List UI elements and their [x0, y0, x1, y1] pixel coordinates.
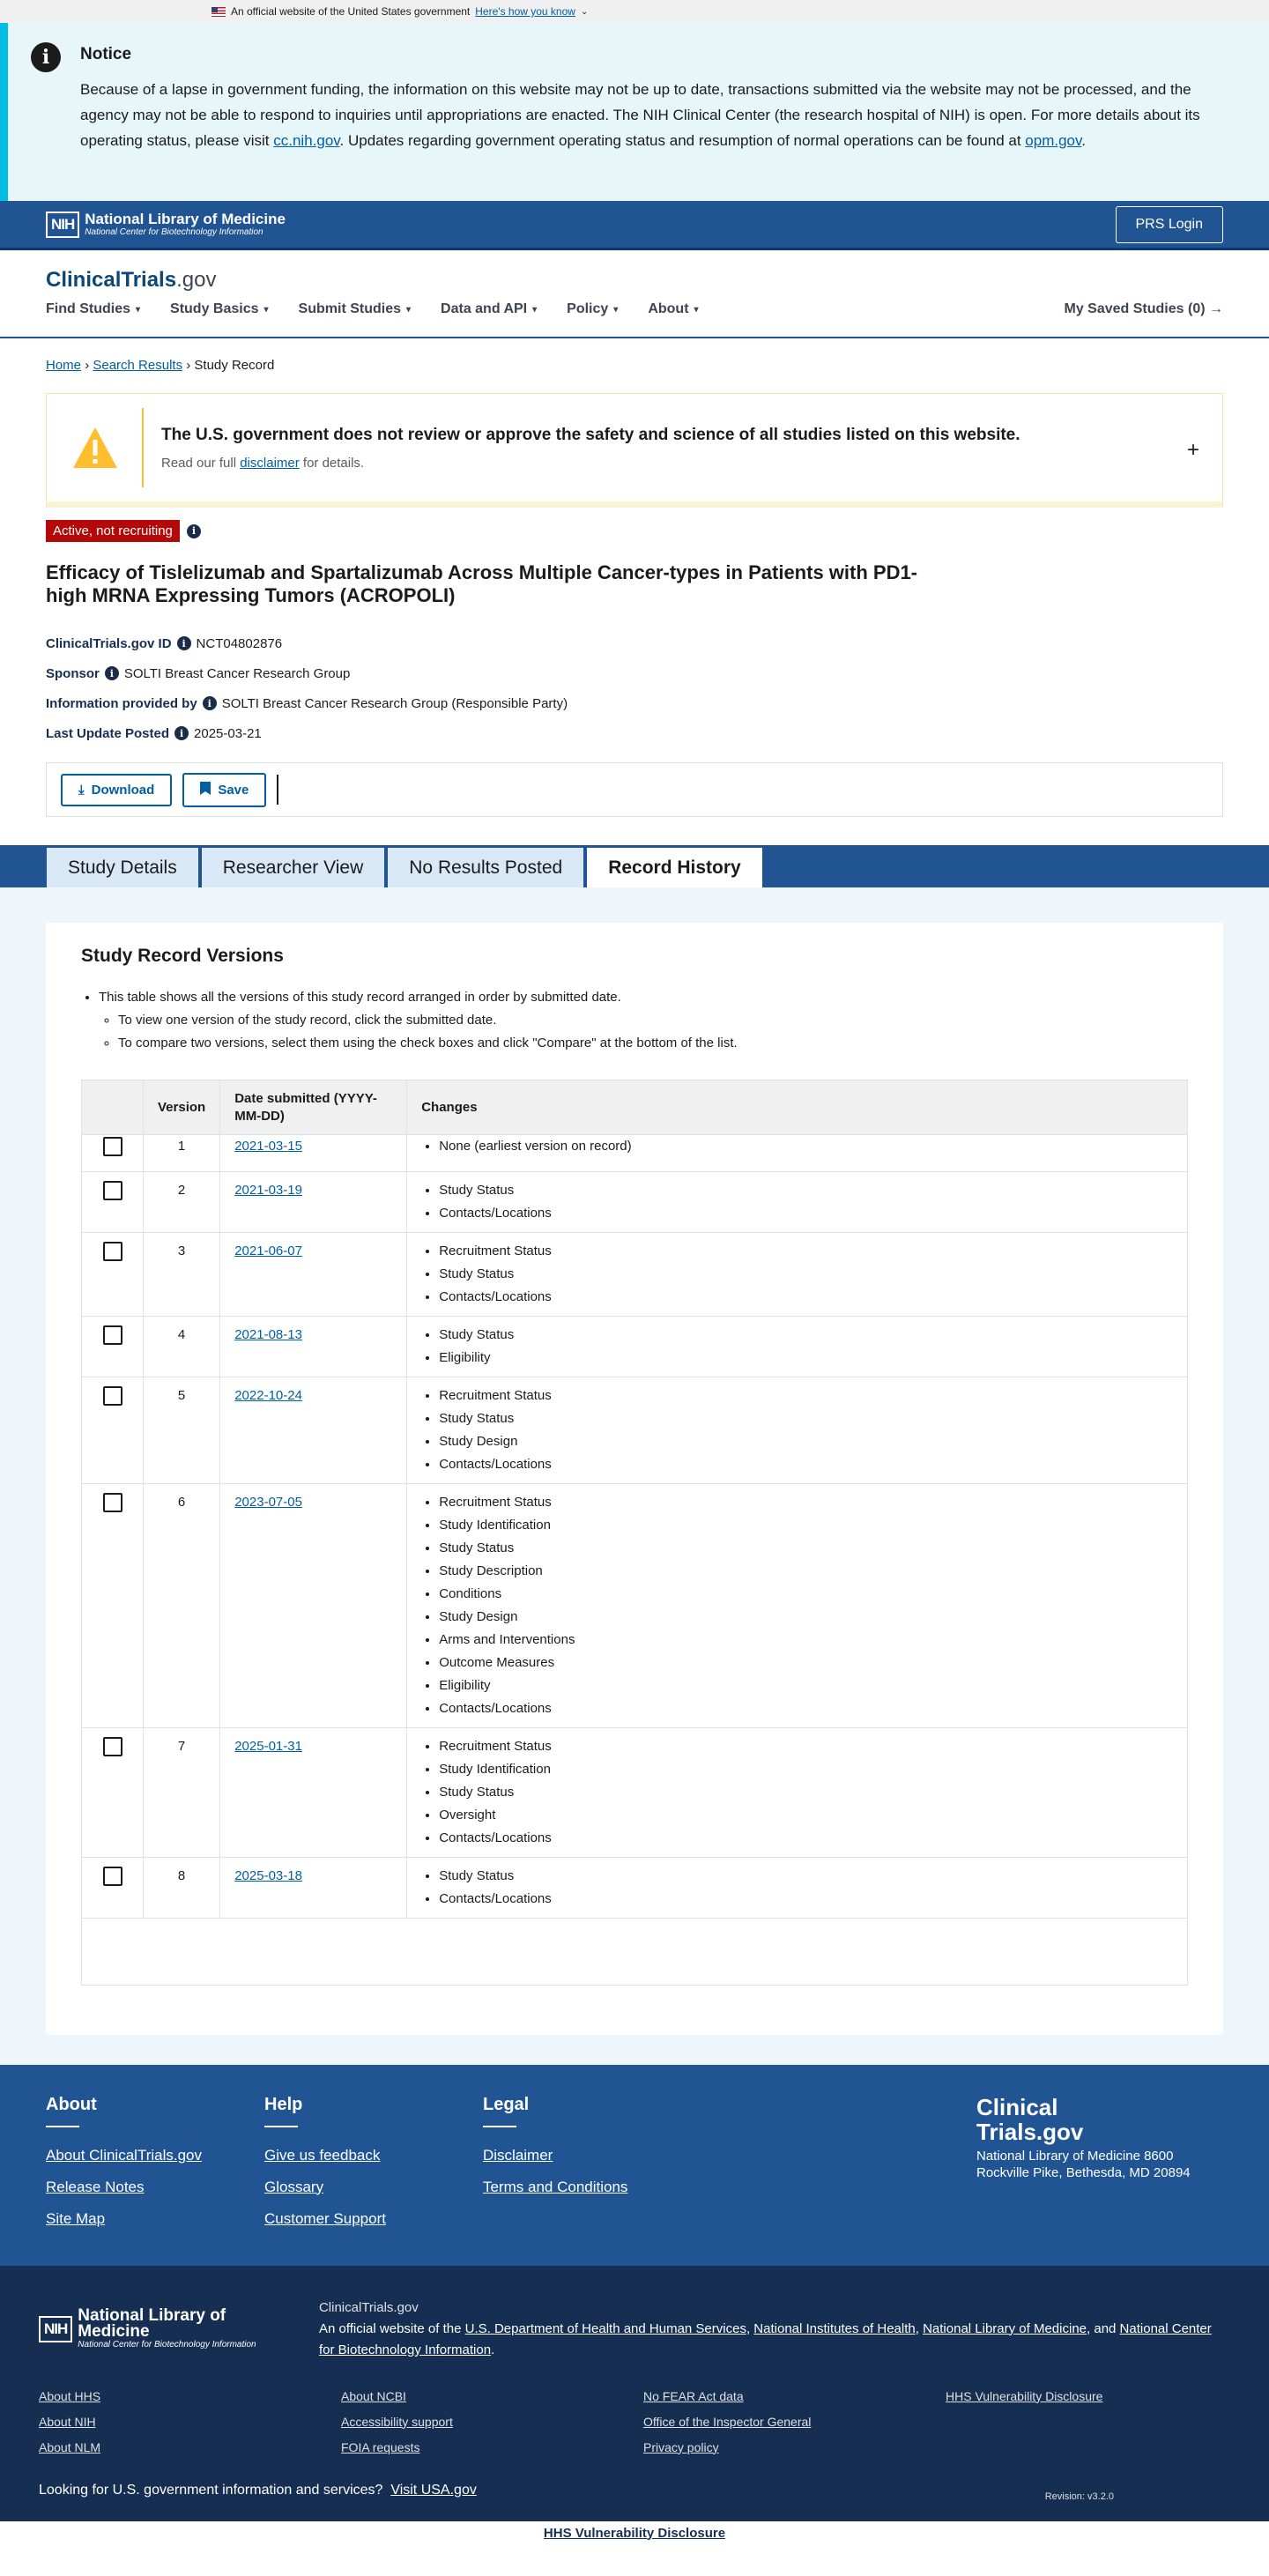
- revision: Revision: v3.2.0: [1044, 2491, 1114, 2502]
- versions-bullet: ◦ To compare two versions, select them using the check boxes and click "Compare" at the bottom of the list.: [118, 1032, 1188, 1055]
- nlm-header: [0, 201, 1269, 250]
- tab-researcher-view[interactable]: Researcher View: [201, 847, 386, 887]
- table-row: [82, 1377, 1188, 1483]
- chevron-down-icon: ▾: [263, 304, 269, 315]
- prs-login-button[interactable]: PRS Login: [1116, 206, 1224, 243]
- study-title: Efficacy of Tislelizumab and Spartalizumab Across Multiple Cancer-types in Patients with PD1-high MRNA Expressing Tumors (ACROPOLI): [46, 561, 918, 606]
- version-date-link[interactable]: 2025-01-31: [234, 1738, 302, 1754]
- change-item: • Contacts/Locations: [439, 1453, 1173, 1476]
- cc-nih-link[interactable]: cc.nih.gov: [273, 132, 340, 149]
- last-update-value: 2025-03-21: [194, 725, 262, 741]
- heres-how-you-know-link[interactable]: Here's how you know: [475, 5, 575, 18]
- footer-bottom-link: [946, 2415, 1248, 2429]
- version-number: 7: [144, 1727, 220, 1857]
- provided-by-label: Information provided by: [46, 695, 197, 711]
- version-checkbox[interactable]: [103, 1867, 122, 1886]
- info-icon[interactable]: i: [105, 666, 119, 680]
- footer-bottom-link[interactable]: About HHS: [39, 2388, 101, 2403]
- versions-title: Study Record Versions: [81, 946, 284, 966]
- study-meta: [46, 628, 1223, 748]
- footer-bottom-link[interactable]: FOIA requests: [341, 2439, 420, 2454]
- tab-record-history[interactable]: Record History: [586, 847, 763, 887]
- usa-gov-text: Looking for U.S. government information and services? Visit USA.gov: [39, 2482, 477, 2498]
- notice-title: Notice: [80, 45, 132, 63]
- change-item: • Arms and Interventions: [439, 1629, 1173, 1652]
- version-checkbox[interactable]: [103, 1325, 122, 1345]
- nav-data-api[interactable]: Data and API ▾: [441, 301, 538, 316]
- bookmark-icon: [200, 782, 211, 798]
- change-item: • Eligibility: [439, 1674, 1173, 1697]
- chevron-down-icon: ▾: [406, 304, 412, 315]
- footer-bottom-link[interactable]: No FEAR Act data: [643, 2388, 744, 2403]
- change-item: • Study Status: [439, 1324, 1173, 1347]
- breadcrumb-home[interactable]: Home: [46, 358, 82, 373]
- footer-link[interactable]: Terms and Conditions: [483, 2178, 628, 2195]
- footer-link[interactable]: About ClinicalTrials.gov: [46, 2146, 202, 2164]
- chevron-down-icon: ▾: [532, 304, 538, 315]
- hhs-link[interactable]: U.S. Department of Health and Human Services: [464, 2320, 746, 2336]
- clinicaltrials-logo[interactable]: ClinicalTrials.gov: [46, 268, 217, 292]
- footer-logo[interactable]: Clinical Trials.gov National Library of Medicine 8600 Rockville Pike, Bethesda, MD 20894: [976, 2095, 1206, 2181]
- nlm-link[interactable]: National Library of Medicine: [923, 2320, 1087, 2336]
- footer-bottom-link[interactable]: Accessibility support: [341, 2414, 453, 2429]
- version-date-link[interactable]: 2025-03-18: [234, 1867, 302, 1883]
- table-row: [82, 1135, 1188, 1172]
- provided-by-value: SOLTI Breast Cancer Research Group (Responsible Party): [221, 695, 568, 711]
- info-icon: i: [31, 42, 61, 72]
- footer-bottom-link: [946, 2440, 1248, 2454]
- version-date-link[interactable]: 2021-08-13: [234, 1326, 302, 1342]
- footer-top: [0, 2065, 1269, 2266]
- info-icon[interactable]: i: [203, 696, 217, 710]
- version-date-link[interactable]: 2021-03-19: [234, 1182, 302, 1198]
- disclaimer-alert: [46, 393, 1223, 508]
- disclaimer-divider: [142, 408, 144, 487]
- footer-bottom-link[interactable]: Privacy policy: [643, 2439, 719, 2454]
- version-number: 1: [144, 1135, 220, 1172]
- record-history-panel: [46, 923, 1223, 2035]
- change-item: • Study Status: [439, 1263, 1173, 1286]
- version-number: 2: [144, 1171, 220, 1232]
- footer-bottom-link[interactable]: Office of the Inspector General: [643, 2414, 812, 2429]
- version-number: 3: [144, 1232, 220, 1316]
- status-badge: Active, not recruiting: [46, 520, 180, 542]
- nlm-footer-logo[interactable]: NIH National Library of Medicine National Center for Biotechnology Information: [39, 2298, 263, 2361]
- change-item: • Conditions: [439, 1583, 1173, 1606]
- nav-submit-studies[interactable]: Submit Studies ▾: [298, 301, 412, 316]
- table-footer-row: [82, 1918, 1188, 1985]
- nlm-logo[interactable]: [46, 212, 286, 238]
- version-date-link[interactable]: 2021-03-15: [234, 1139, 302, 1154]
- footer-bottom-link[interactable]: HHS Vulnerability Disclosure: [946, 2388, 1103, 2403]
- footer-heading: Help: [264, 2094, 303, 2114]
- footer-link[interactable]: Site Map: [46, 2209, 106, 2227]
- table-row: [82, 1483, 1188, 1727]
- download-button[interactable]: ⤓ Download: [61, 774, 172, 806]
- change-item: • Study Identification: [439, 1514, 1173, 1537]
- version-number: 4: [144, 1316, 220, 1377]
- divider: [277, 775, 278, 805]
- breadcrumb-separator-icon: ›: [85, 358, 93, 373]
- chevron-down-icon: ⌄: [580, 6, 589, 17]
- breadcrumb-separator-icon: ›: [186, 358, 195, 373]
- ncbi-link[interactable]: National Center for Biotechnology Information: [318, 2320, 1212, 2357]
- footer-heading: About: [46, 2094, 97, 2114]
- chevron-down-icon: ▾: [613, 304, 619, 315]
- chevron-down-icon: ▾: [136, 304, 141, 315]
- gov-banner-text: An official website of the United States government: [231, 5, 471, 18]
- footer-address: National Library of Medicine 8600 Rockville Pike, Bethesda, MD 20894: [976, 2148, 1191, 2180]
- versions-table: [81, 1080, 1188, 1986]
- saved-studies-link[interactable]: My Saved Studies (0) →: [1064, 301, 1223, 316]
- nav-policy[interactable]: Policy ▾: [567, 301, 619, 316]
- footer-bottom-link[interactable]: About NLM: [39, 2439, 101, 2454]
- table-row: [82, 1316, 1188, 1377]
- study-id-label: ClinicalTrials.gov ID: [46, 635, 172, 651]
- change-item: • Recruitment Status: [439, 1491, 1173, 1514]
- table-row: [82, 1232, 1188, 1316]
- nlm-subtitle: National Center for Biotechnology Information: [85, 227, 263, 237]
- change-item: • Study Status: [439, 1537, 1173, 1560]
- info-icon[interactable]: i: [177, 636, 191, 650]
- hhs-vulnerability-link[interactable]: HHS Vulnerability Disclosure: [543, 2525, 726, 2541]
- version-number: 6: [144, 1483, 220, 1727]
- column-changes: Changes: [407, 1080, 1188, 1135]
- change-item: • Contacts/Locations: [439, 1888, 1173, 1911]
- action-bar: [46, 762, 1223, 817]
- nih-link[interactable]: National Institutes of Health: [753, 2320, 916, 2336]
- save-button[interactable]: Save: [182, 773, 266, 807]
- nlm-title: National Library of Medicine: [85, 211, 286, 227]
- last-update-label: Last Update Posted: [46, 725, 170, 741]
- notice-body: Because of a lapse in government funding, the information on this website may not be up to date, transactions submitted via the website may not be processed, and the agency may not be able to respond to inquiries until appropriations are enacted. The NIH Clinical Center (the research hospital of NIH) is open. For more details about its operating status, please visit cc.nih.gov. Updates regarding government operating status and resumption of normal operations can be found at opm.gov.: [80, 81, 1200, 149]
- sponsor-value: SOLTI Breast Cancer Research Group: [123, 665, 351, 681]
- download-icon: ⤓: [78, 782, 85, 798]
- footer-link[interactable]: Customer Support: [264, 2209, 386, 2227]
- disclaimer-text: Read our full disclaimer for details.: [161, 455, 365, 471]
- versions-bullet: ◦ To view one version of the study record, click the submitted date.: [118, 1009, 1188, 1032]
- change-item: • Recruitment Status: [439, 1240, 1173, 1263]
- footer-link[interactable]: Glossary: [264, 2178, 324, 2195]
- version-date-link[interactable]: 2021-06-07: [234, 1243, 302, 1258]
- footer-link[interactable]: Release Notes: [46, 2178, 145, 2195]
- info-icon[interactable]: i: [187, 524, 201, 538]
- change-item: • Contacts/Locations: [439, 1697, 1173, 1720]
- version-number: 8: [144, 1857, 220, 1918]
- version-date-link[interactable]: 2023-07-05: [234, 1494, 302, 1510]
- site-header: [0, 250, 1269, 338]
- version-checkbox[interactable]: [103, 1137, 122, 1156]
- change-item: • Eligibility: [439, 1347, 1173, 1370]
- column-version: Version: [144, 1080, 220, 1135]
- sponsor-label: Sponsor: [46, 665, 100, 681]
- tab-study-details[interactable]: Study Details: [46, 847, 199, 887]
- column-select: [82, 1080, 144, 1135]
- change-item: • Contacts/Locations: [439, 1827, 1173, 1850]
- nav-study-basics[interactable]: Study Basics ▾: [170, 301, 269, 316]
- change-item: • Study Identification: [439, 1758, 1173, 1781]
- opm-link[interactable]: opm.gov: [1025, 132, 1082, 149]
- tab-bar: [0, 845, 1269, 887]
- change-item: • Study Status: [439, 1407, 1173, 1430]
- disclaimer-title: The U.S. government does not review or approve the safety and science of all studies listed on this website.: [161, 425, 1020, 444]
- nih-logo: NIH: [46, 212, 79, 238]
- expand-plus-icon[interactable]: +: [1186, 438, 1199, 462]
- change-item: • Outcome Measures: [439, 1652, 1173, 1674]
- footer-bottom-link[interactable]: About NCBI: [341, 2388, 406, 2403]
- version-checkbox[interactable]: [103, 1386, 122, 1406]
- warning-icon: [71, 426, 119, 470]
- change-item: • Recruitment Status: [439, 1735, 1173, 1758]
- footer-bottom: [0, 2266, 1269, 2521]
- column-date: Date submitted (YYYY-MM-DD): [220, 1080, 407, 1135]
- disclaimer-link[interactable]: disclaimer: [240, 455, 300, 471]
- breadcrumb-current: Study Record: [194, 358, 275, 373]
- version-checkbox[interactable]: [103, 1737, 122, 1756]
- nav-about[interactable]: About ▾: [648, 301, 699, 316]
- change-item: • None (earliest version on record): [439, 1135, 1173, 1158]
- footer-link[interactable]: Give us feedback: [264, 2146, 381, 2164]
- breadcrumb-search-results[interactable]: Search Results: [93, 358, 183, 373]
- change-item: • Study Status: [439, 1179, 1173, 1202]
- change-item: • Contacts/Locations: [439, 1286, 1173, 1309]
- table-row: [82, 1857, 1188, 1918]
- table-row: [82, 1727, 1188, 1857]
- change-item: • Oversight: [439, 1804, 1173, 1827]
- us-flag-icon: [212, 7, 226, 17]
- version-checkbox[interactable]: [103, 1181, 122, 1200]
- breadcrumb: [0, 338, 1269, 393]
- main-nav: [46, 301, 699, 317]
- version-date-link[interactable]: 2022-10-24: [234, 1387, 302, 1403]
- footer-bottom-link[interactable]: About NIH: [39, 2414, 96, 2429]
- footer-official-text: An official website of the U.S. Department of Health and Human Services, National Institutes of Health, National Library of Medicine, and National Center for Biotechnology Information.: [318, 2320, 1212, 2357]
- change-item: • Study Design: [439, 1430, 1173, 1453]
- notice-banner: [0, 23, 1269, 201]
- footer-heading: Legal: [483, 2094, 530, 2114]
- change-item: • Study Status: [439, 1781, 1173, 1804]
- version-checkbox[interactable]: [103, 1493, 122, 1512]
- arrow-right-icon: →: [1209, 301, 1223, 316]
- footer-site-name: ClinicalTrials.gov: [318, 2299, 419, 2315]
- gov-banner: [0, 0, 1269, 23]
- version-checkbox[interactable]: [103, 1242, 122, 1261]
- info-icon[interactable]: i: [174, 726, 189, 740]
- nav-find-studies[interactable]: Find Studies ▾: [46, 301, 141, 316]
- change-item: • Study Status: [439, 1865, 1173, 1888]
- study-id-value: NCT04802876: [196, 635, 283, 651]
- version-number: 5: [144, 1377, 220, 1483]
- tab-no-results-posted[interactable]: No Results Posted: [387, 847, 584, 887]
- usa-gov-link[interactable]: Visit USA.gov: [390, 2482, 477, 2498]
- footer-link[interactable]: Disclaimer: [483, 2146, 553, 2164]
- chevron-down-icon: ▾: [694, 304, 699, 315]
- change-item: • Study Design: [439, 1606, 1173, 1629]
- table-row: [82, 1171, 1188, 1232]
- change-item: • Recruitment Status: [439, 1385, 1173, 1407]
- change-item: • Study Description: [439, 1560, 1173, 1583]
- versions-bullet: • This table shows all the versions of this study record arranged in order by submitted date.: [99, 986, 1188, 1009]
- change-item: • Contacts/Locations: [439, 1202, 1173, 1225]
